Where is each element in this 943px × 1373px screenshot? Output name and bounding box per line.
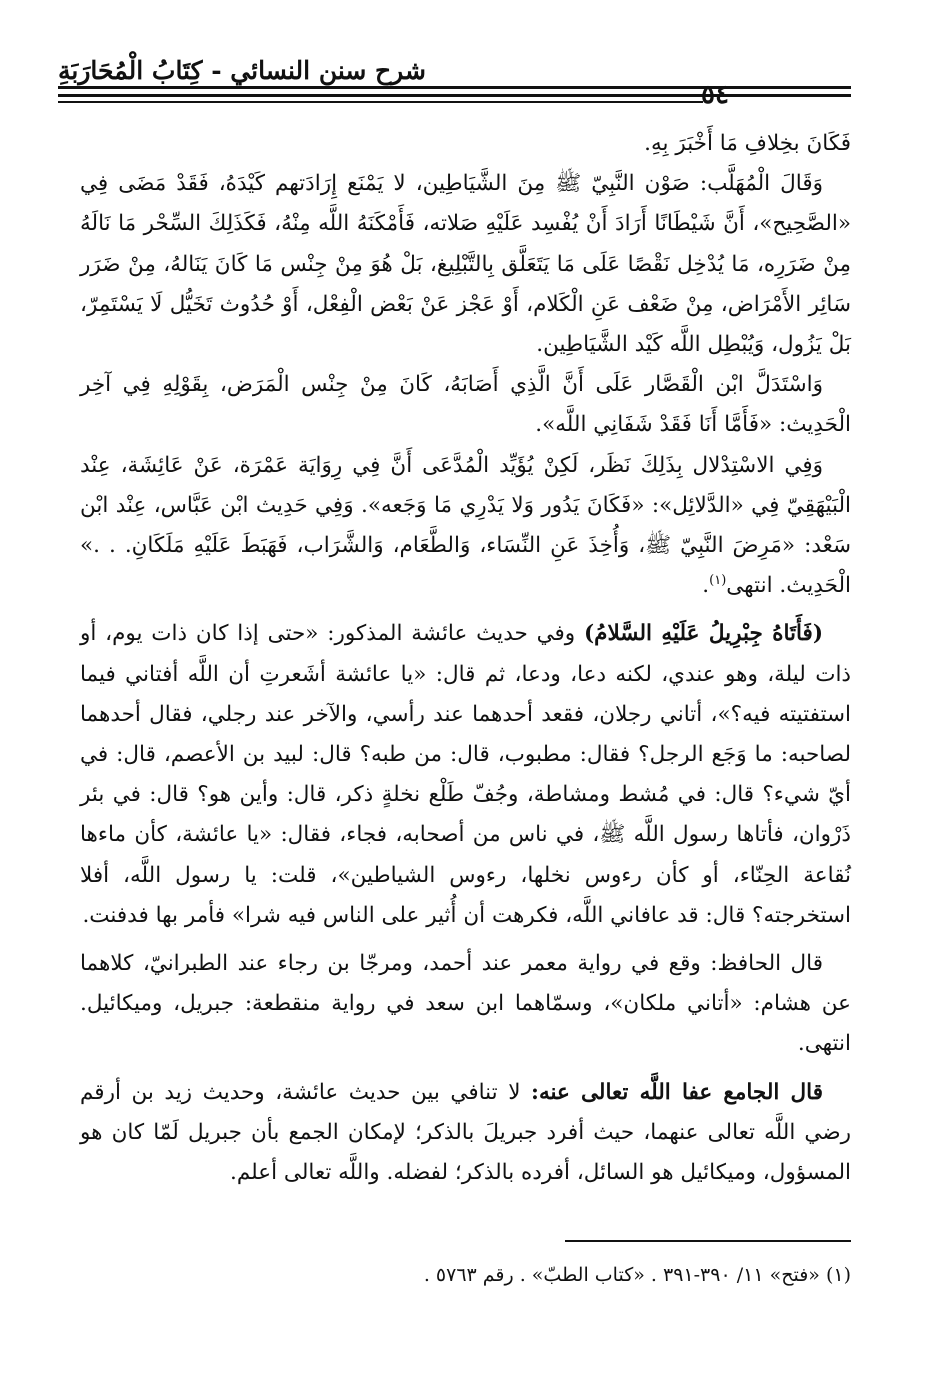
paragraph-text: فَكَانَ بخِلافِ مَا أَخْبَرَ بِهِ. [644, 131, 851, 156]
paragraph-text: وَقَالَ الْمُهَلَّب: صَوْن النَّبِيّ ﷺ مِنَ الشَّيَاطِين، لا يَمْنَع إِرَادَتهم كَيْدَهُ، فَقَدْ مَضَى فِي «الصَّحِيح»، أَنَّ شَيْطَانًا أَرَادَ أَنْ يُفْسِد عَلَيْهِ صَلاته، فَأَمْكَنَهُ اللَّه مِنْهُ، فَكَذَلِكَ السِّحْر مَا نَالَهُ مِنْ ضَرَرِه، مَا يُدْخِل نَقْصًا عَلَى مَا يَتَعَلَّق بِالتَّبْلِيغ، بَلْ هُوَ مِنْ جِنْس مَا كَانَ يَنَالهُ، مِنْ ضَرَر سَائِر الأَمْرَاض، مِنْ ضَعْف عَنِ الْكَلام، أَوْ عَجْز عَنْ بَعْض الْفِعْل، أَوْ حُدُوث تَخَيُّل لَا يَسْتَمِرّ، بَلْ يَزُول، وَيُبْطِل اللَّه كَيْد الشَّيَاطِين. [80, 171, 851, 358]
header-rule-top [58, 86, 851, 89]
header-rule-middle [58, 94, 851, 97]
paragraph-text: وَفِي الاسْتِدْلال بِذَلِكَ نَظَر، لَكِنْ يُؤَيِّد الْمُدَّعَى أَنَّ فِي رِوَايَة عَمْرَة، عَنْ عَائِشَة، عِنْد الْبَيْهَقِيّ فِي «الدَّلائِل»: «فَكَانَ يَدُور وَلا يَدْرِي مَا وَجَعه». وَفِي حَدِيث ابْن عَبَّاس، عِنْد ابْن سَعْد: «مَرِضَ النَّبِيّ ﷺ، وَأُخِذَ عَنِ النِّسَاء، وَالطَّعَام، وَالشَّرَاب، فَهَبَطَ عَلَيْهِ مَلَكَانِ. . .» الْحَدِيث. انتهى [80, 452, 851, 599]
paragraph-text: وفي حديث عائشة المذكور: «حتى إذا كان ذات يوم، أو ذات ليلة، وهو عندي، لكنه دعا، ودعا، ثم قال: «يا عائشة أشَعرتِ أن اللَّه أفتاني فيما استفتيته فيه؟»، أتاني رجلان، فقعد أحدهما عند رأسي، والآخر عند رجلي، فقال أحدهما لصاحبه: ما وَجَع الرجل؟ فقال: مطبوب، قال: من طبه؟ قال: لبيد بن الأعصم، قال: في أيّ شيء؟ قال: في مُشط ومشاطة، وجُفّ طَلْع نخلةٍ ذكر، قال: وأين هو؟ قال: في بئر ذَرْوان، فأتاها رسول اللَّه ﷺ، في ناس من أصحابه، فجاء، فقال: «يا عائشة، كأن ماءها نُقاعة الحِنّاء، أو كأن رءوس نخلها، رءوس الشياطين»، قلت: يا رسول اللَّه، أفلا استخرجته؟ قال: قد عافاني اللَّه، فكرهت أن أُثير على الناس فيه شرا» فأمر بها فدفنت. [80, 621, 851, 928]
paragraph-text: قال الحافظ: وقع في رواية معمر عند أحمد، ومرجّا بن رجاء عند الطبرانيّ، كلاهما عن هشام: «أتاني ملكان»، وسمّاهما ابن سعد في رواية منقطعة: جبريل، وميكائيل. انتهى. [80, 951, 851, 1057]
paragraph-text: وَاسْتَدَلَّ ابْن الْقَصَّار عَلَى أَنَّ الَّذِي أَصَابَهُ، كَانَ مِنْ جِنْس الْمَرَض، بِقَوْلِهِ فِي آخِر الْحَدِيث: «فَأَمَّا أَنَا فَقَدْ شَفَانِي اللَّه». [80, 372, 851, 438]
paragraph-text: لا تنافي بين حديث عائشة، وحديث زيد بن أرقم رضي اللَّه تعالى عنهما، حيث أفرد جبريلَ بالذكر؛ لإمكان الجمع بأن جبريل لَمّا كان هو المسؤول، وميكائيل هو السائل، أفرده بالذكر؛ لفضله. واللَّه تعالى أعلم. [80, 1079, 851, 1186]
header-rule-bottom [58, 101, 703, 103]
paragraph-7 [80, 1073, 851, 1194]
footnote-separator [565, 1240, 851, 1242]
running-title: شرح سنن النسائي - كِتَابُ الْمُحَارَبَةِ [58, 56, 426, 85]
footnote: (١) «فتح» ١١/ ٣٩٠-٣٩١ . «كتاب الطبّ» . رقم ٥٧٦٣ . [423, 1264, 851, 1286]
paragraph-4: وَفِي الاسْتِدْلال بِذَلِكَ نَظَر، لَكِنْ يُؤَيِّد الْمُدَّعَى أَنَّ فِي رِوَايَة عَمْرَة، عَنْ عَائِشَة، عِنْد الْبَيْهَقِيّ فِي «الدَّلائِل»: «فَكَانَ يَدُور وَلا يَدْرِي مَا وَجَعه». وَفِي حَدِيث ابْن عَبَّاس، عِنْد ابْن سَعْد: «مَرِضَ النَّبِيّ ﷺ، وَأُخِذَ عَنِ النِّسَاء، وَالطَّعَام، وَالشَّرَاب، فَهَبَطَ عَلَيْهِ مَلَكَانِ. . .» الْحَدِيث. انتهى$^{(١)}$. [80, 452, 851, 599]
paragraph-1 [80, 124, 851, 164]
paragraph-lead: (فَأَتَاهُ جِبْرِيلُ عَلَيْهِ السَّلامُ) [583, 621, 824, 647]
paragraph-3 [80, 365, 851, 445]
paragraph-5 [80, 614, 851, 936]
footnote-marker: (١) [709, 573, 727, 589]
paragraph-lead: قال الجامع عفا اللَّه تعالى عنه: [531, 1079, 823, 1105]
paragraph-6 [80, 944, 851, 1065]
main-text [80, 124, 851, 1193]
paragraph-2 [80, 164, 851, 365]
page-number: ٥٤ [701, 80, 729, 110]
